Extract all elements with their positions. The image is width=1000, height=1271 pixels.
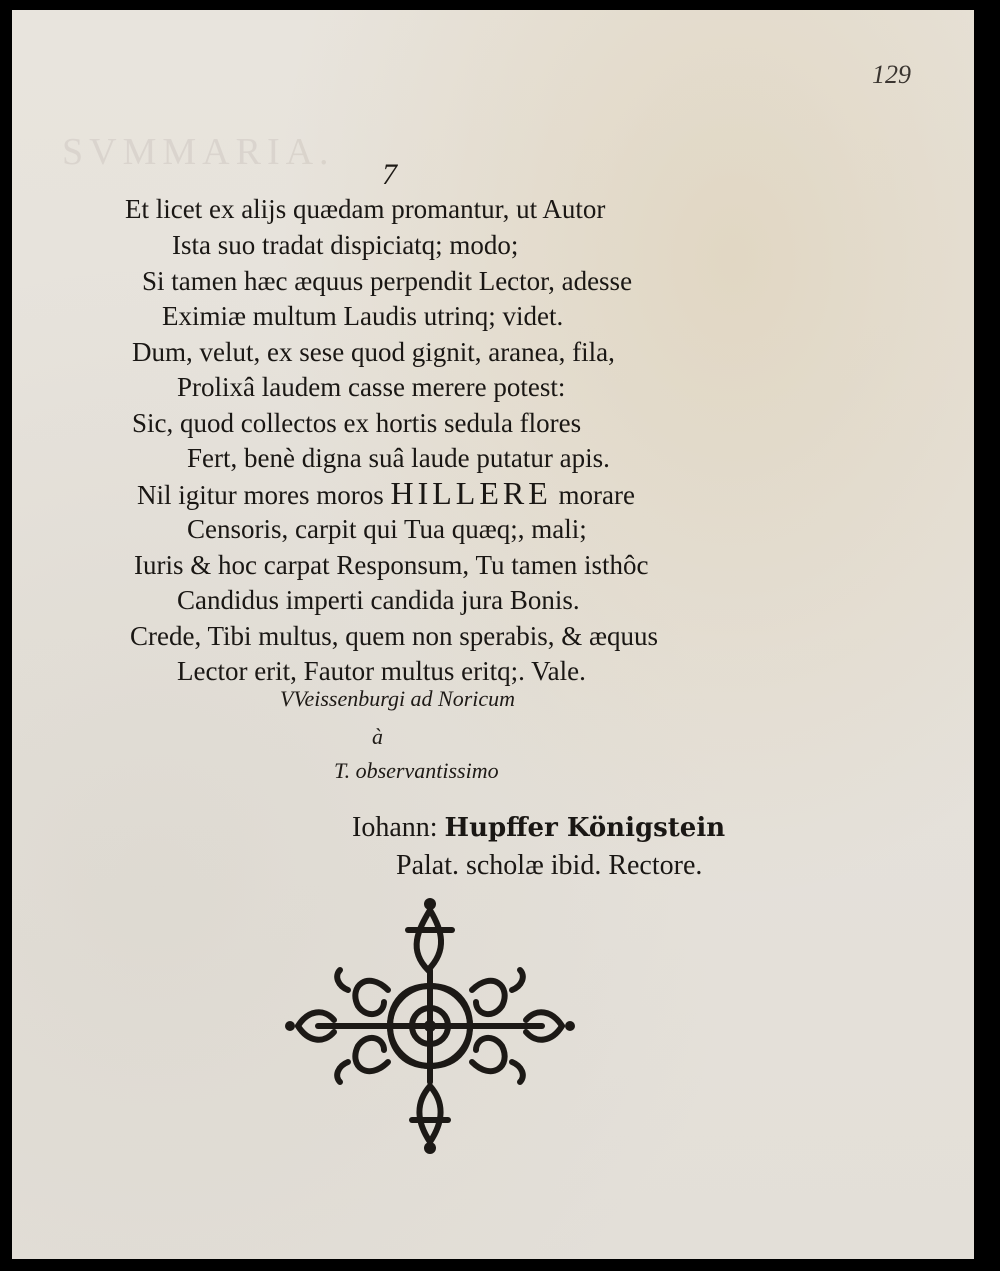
poem-line: Lector erit, Fautor multus eritq;. Vale. xyxy=(177,656,586,686)
poem-line: Fert, benè digna suâ laude putatur apis. xyxy=(187,443,610,473)
poem-line: Et licet ex alijs quædam promantur, ut Autor xyxy=(125,194,606,224)
a-line: à xyxy=(372,724,383,749)
observantissimo-line: T. observantissimo xyxy=(334,758,499,783)
poem-line: Candidus imperti candida jura Bonis. xyxy=(177,585,580,615)
poem-line: Ista suo tradat dispiciatq; modo; xyxy=(172,230,519,260)
poem-line: Sic, quod collectos ex hortis sedula flores xyxy=(132,408,582,438)
poem-text: morare xyxy=(558,480,635,510)
author-first-name: Iohann: xyxy=(352,812,438,843)
poem-line-hillere xyxy=(137,476,635,514)
poem-line: Iuris & hoc carpat Responsum, Tu tamen isthôc xyxy=(134,550,649,580)
poem-line: Censoris, carpit qui Tua quæq;, mali; xyxy=(187,514,587,544)
signature-number: 7 xyxy=(382,158,397,191)
author-name xyxy=(352,812,725,844)
poem-line: Prolixâ laudem casse merere potest: xyxy=(177,372,566,402)
poem-line: Dum, velut, ex sese quod gignit, aranea, fila, xyxy=(132,337,615,367)
poem-text: Nil igitur mores moros xyxy=(137,480,384,510)
poem-line: Si tamen hæc æquus perpendit Lector, adesse xyxy=(142,266,633,296)
poem-line: Crede, Tibi multus, quem non sperabis, & æquus xyxy=(130,621,659,651)
rector-line: Palat. scholæ ibid. Rectore. xyxy=(396,850,703,881)
floral-ornament-icon xyxy=(278,890,582,1162)
document-page xyxy=(12,10,974,1259)
place-line: VVeissenburgi ad Noricum xyxy=(280,686,516,711)
bleed-through-text: SVMMARIA. xyxy=(62,131,335,173)
author-blackletter-name: Hupffer Königstein xyxy=(444,813,726,843)
hillere-name: HILLERE xyxy=(390,475,552,511)
folio-number: 129 xyxy=(872,60,911,89)
poem-line: Eximiæ multum Laudis utrinq; videt. xyxy=(162,301,564,331)
